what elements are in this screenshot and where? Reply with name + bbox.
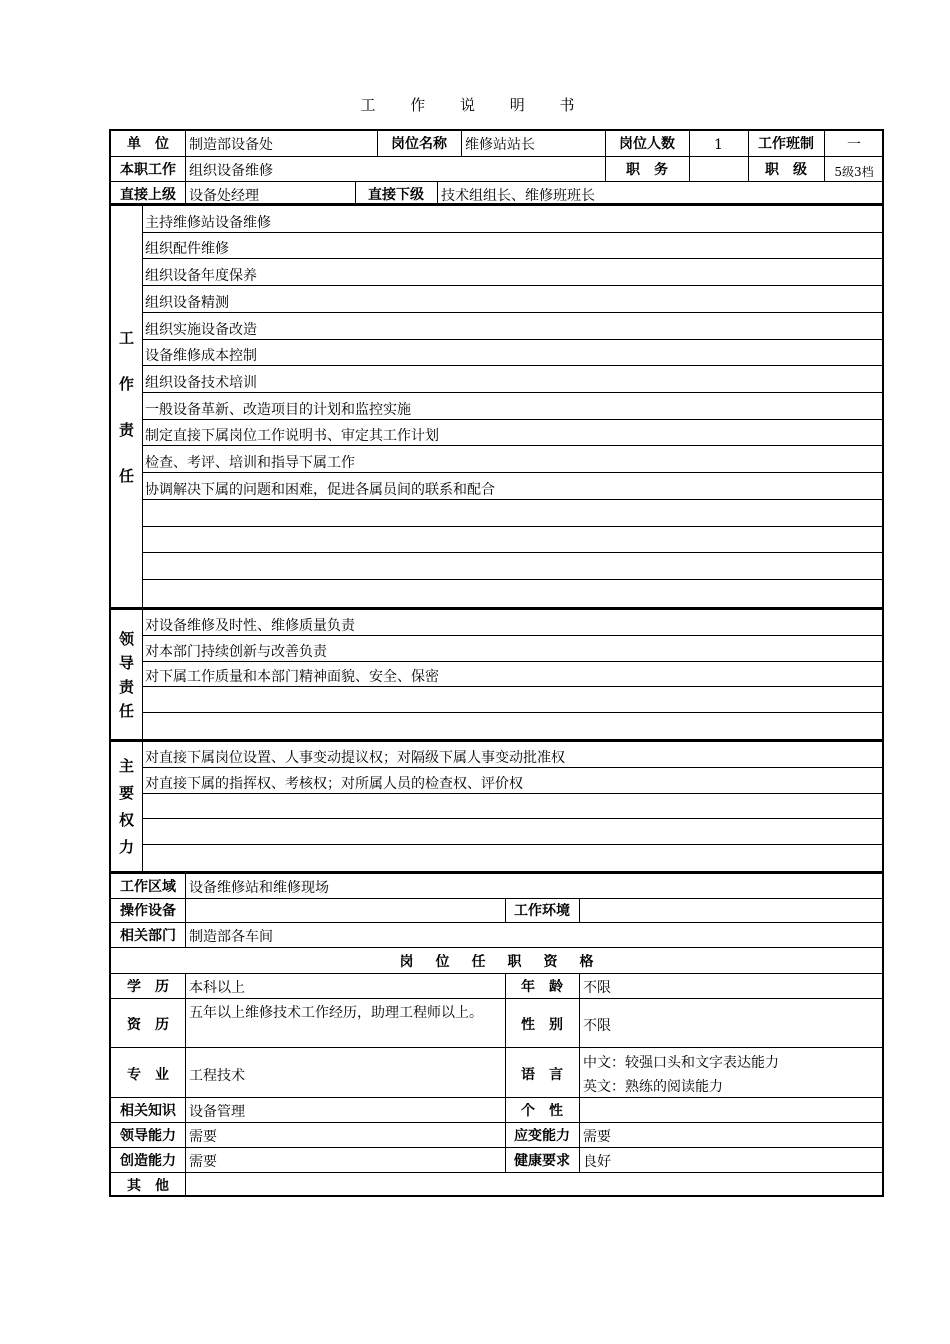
work-duty-row [142,259,882,286]
leader-duty-text: 对下属工作质量和本部门精神面貌、安全、保密 [145,669,439,686]
main-power-row [142,819,882,845]
personality-label: 个 性 [521,1103,563,1119]
work-duty-text: 一般设备革新、改造项目的计划和监控实施 [145,401,411,418]
main-powers-section [109,740,884,873]
unit-label: 单 位 [127,136,169,152]
area-label: 工作区域 [120,879,176,895]
subordinate-value: 技术组组长、维修班班长 [441,188,595,204]
work-duty-text: 组织设备技术培训 [145,375,257,392]
environment-qualification-block [109,872,884,1197]
main-powers-label-cell [111,742,143,871]
language-value-chinese: 中文：较强口头和文字表达能力 [583,1055,779,1071]
headcount-label: 岗位人数 [619,136,675,152]
leader-duty-text: 对本部门持续创新与改善负责 [145,643,327,660]
job-label: 本职工作 [120,162,176,178]
job-value: 组织设备维修 [189,163,273,179]
work-duty-row [142,340,882,367]
major-label: 专 业 [127,1067,169,1083]
main-power-text: 对直接下属的指挥权、考核权；对所属人员的检查权、评价权 [145,775,523,792]
sex-value: 不限 [583,1018,611,1034]
work-duty-row [142,553,882,580]
work-duty-row [142,393,882,420]
main-power-row [142,845,882,871]
knowledge-label: 相关知识 [120,1103,176,1119]
leader-duty-row [142,636,882,662]
shift-label: 工作班制 [758,136,814,152]
main-power-row [142,768,882,794]
health-value: 良好 [583,1154,611,1170]
grade-label: 职 级 [765,162,807,178]
basic-info-block [109,129,884,205]
age-label: 年 龄 [521,979,563,995]
other-label: 其 他 [127,1178,169,1194]
work-duty-text: 设备维修成本控制 [145,348,257,365]
language-label: 语 言 [521,1067,563,1083]
subordinate-label: 直接下级 [368,187,424,203]
post-name-value: 维修站站长 [465,137,535,153]
duty-label: 职 务 [626,162,668,178]
work-duty-row [142,500,882,527]
post-name-label: 岗位名称 [391,136,447,152]
work-duty-row [142,233,882,260]
creativity-label: 创造能力 [120,1153,176,1169]
document-title: 工 作 说 明 书 [360,96,590,114]
leader-duty-row [142,713,882,739]
language-value-english: 英文：熟练的阅读能力 [583,1079,723,1095]
environment-label: 工作环境 [514,903,570,919]
work-duties-label: 工作责任 [118,328,134,485]
age-value: 不限 [583,980,611,996]
superior-value: 设备处经理 [189,188,259,204]
leadership-label: 领导能力 [120,1128,176,1144]
adaptability-label: 应变能力 [514,1128,570,1144]
work-duties-section [109,204,884,609]
department-value: 制造部各车间 [189,929,273,945]
work-duty-text: 制定直接下属岗位工作说明书、审定其工作计划 [145,428,439,445]
main-power-row [142,794,882,820]
main-power-text: 对直接下属岗位设置、人事变动提议权；对隔级下属人事变动批准权 [145,749,565,766]
work-duty-text: 组织配件维修 [145,241,229,258]
leader-duties-label: 领导责任 [118,629,134,720]
leadership-value: 需要 [189,1129,217,1145]
work-duty-row [142,420,882,447]
work-duty-text: 检查、考评、培训和指导下属工作 [145,455,355,472]
qualification-header: 岗位任职资格 [399,954,616,970]
leader-duty-row [142,662,882,688]
area-value: 设备维修站和维修现场 [189,880,329,896]
unit-value: 制造部设备处 [189,137,273,153]
work-duty-row [142,580,882,607]
equipment-label: 操作设备 [120,903,176,919]
leader-duty-text: 对设备维修及时性、维修质量负责 [145,617,355,634]
education-value: 本科以上 [189,980,245,996]
health-label: 健康要求 [514,1153,570,1169]
work-duty-row [142,473,882,500]
work-duty-row [142,206,882,233]
leader-duties-section [109,608,884,741]
work-duty-text: 协调解决下属的问题和困难，促进各属员间的联系和配合 [145,481,495,498]
work-duty-row [142,527,882,554]
main-powers-label: 主要权力 [118,756,134,856]
work-duty-text: 组织实施设备改造 [145,321,257,338]
leader-duty-row [142,687,882,713]
department-label: 相关部门 [120,928,176,944]
leader-duties-label-cell [111,610,143,739]
adaptability-value: 需要 [583,1129,611,1145]
work-duty-row [142,286,882,313]
education-label: 学 历 [127,979,169,995]
major-value: 工程技术 [189,1068,245,1084]
work-duty-row [142,366,882,393]
grade-value: 5级3档 [834,165,874,179]
work-duty-row [142,446,882,473]
main-power-row [142,742,882,768]
work-duty-row [142,313,882,340]
knowledge-value: 设备管理 [189,1104,245,1120]
work-duty-text: 组织设备年度保养 [145,268,257,285]
sex-label: 性 别 [521,1017,563,1033]
experience-label: 资 历 [127,1017,169,1033]
work-duty-text: 组织设备精测 [145,294,229,311]
superior-label: 直接上级 [120,187,176,203]
work-duties-label-cell [111,206,143,607]
shift-value: 一 [847,137,861,153]
experience-value: 五年以上维修技术工作经历，助理工程师以上。 [189,1005,483,1021]
leader-duty-row [142,610,882,636]
creativity-value: 需要 [189,1154,217,1170]
work-duty-text: 主持维修站设备维修 [145,214,271,231]
headcount-value: 1 [714,137,723,153]
